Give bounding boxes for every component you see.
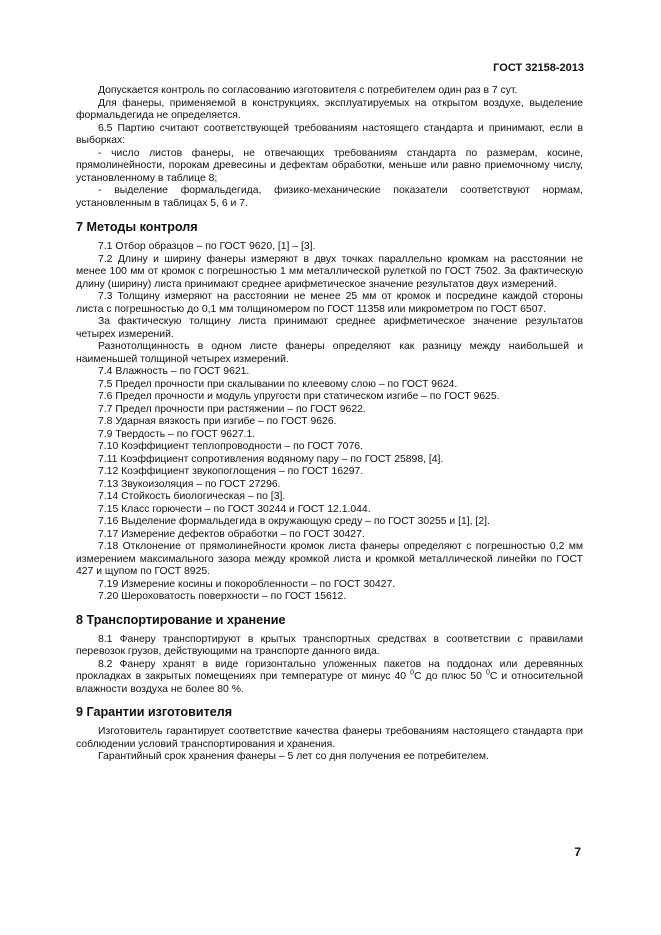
intro-paragraph: Для фанеры, применяемой в конструкциях, эксплуатируемых на открытом воздухе, выделение формальдегида не определяется. xyxy=(76,97,583,121)
clause-7-7: 7.7 Предел прочности при растяжении – по ГОСТ 9622. xyxy=(98,403,366,415)
clause-7-15: 7.15 Класс горючести – по ГОСТ 30244 и ГОСТ 12.1.044. xyxy=(98,503,371,515)
clause-7-16: 7.16 Выделение формальдегида в окружающую среду – по ГОСТ 30255 и [1], [2]. xyxy=(98,516,490,527)
clause-7-3-note: Разнотолщинность в одном листе фанеры определяют как разницу между наибольшей и наименьшей толщиной четырех измерений. xyxy=(76,341,583,365)
clause-7-13: 7.13 Звукоизоляция – по ГОСТ 27296. xyxy=(98,478,281,490)
clause-7-10: 7.10 Коэффициент теплопроводности – по ГОСТ 7076. xyxy=(98,441,363,452)
clause-8-1: 8.1 Фанеру транспортируют в крытых транспортных средствах в соответствии с правилами перевозок грузов, действующими на транспорте данного вида. xyxy=(76,633,583,657)
clause-7-4: 7.4 Влажность – по ГОСТ 9621. xyxy=(98,366,250,377)
list-item: - число листов фанеры, не отвечающих требованиям стандарта по размерам, косине, прямолинейности, порокам древесины и дефектам обработки, меньше или равно приемочному числу, установленному в таблице 8; xyxy=(76,147,583,184)
section-9-heading: 9 Гарантии изготовителя xyxy=(76,705,233,719)
section-8-heading: 8 Транспортирование и хранение xyxy=(76,612,286,627)
clause-7-17: 7.17 Измерение дефектов обработки – по ГОСТ 30427. xyxy=(98,528,365,540)
clause-7-2: 7.2 Длину и ширину фанеры измеряют в двух точках параллельно кромкам на расстоянии не менее 100 мм от кромок с погрешностью 1 мм металлической рулеткой по ГОСТ 7502. За фактическую длину (ширину) листа принимают среднее арифметическое значение результатов двух измерений. xyxy=(76,253,583,290)
clause-7-11: 7.11 Коэффициент сопротивления водяному пару – по ГОСТ 25898, [4]. xyxy=(98,453,444,465)
clause-9-paragraph: Изготовитель гарантирует соответствие качества фанеры требованиям настоящего стандарта при соблюдении условий транспортирования и хранения. xyxy=(76,726,583,750)
document-body xyxy=(76,85,583,764)
intro-paragraph: Допускается контроль по согласованию изготовителя с потребителем один раз в 7 сут. xyxy=(98,85,518,96)
clause-7-6: 7.6 Предел прочности и модуль упругости при статическом изгибе – по ГОСТ 9625. xyxy=(98,391,500,402)
section-7-heading: 7 Методы контроля xyxy=(76,220,198,234)
clause-6-5: 6.5 Партию считают соответствующей требованиям настоящего стандарта и принимают, если в выборках: xyxy=(76,122,583,146)
list-item: - выделение формальдегида, физико-механические показатели соответствуют нормам, установленным в таблицах 5, 6 и 7. xyxy=(76,185,583,209)
clause-7-14: 7.14 Стойкость биологическая – по [3]. xyxy=(98,491,286,502)
clause-7-3: 7.3 Толщину измеряют на расстоянии не менее 25 мм от кромок и посредине каждой стороны листа с погрешностью до 0,1 мм толщиномером по ГОСТ 11358 или микрометром по ГОСТ 6507. xyxy=(76,291,583,315)
clause-7-1: 7.1 Отбор образцов – по ГОСТ 9620, [1] – [3]. xyxy=(98,241,316,252)
clause-7-3-note: За фактическую толщину листа принимают среднее арифметическое значение результатов четырех измерений. xyxy=(76,316,583,340)
clause-7-20: 7.20 Шероховатость поверхности – по ГОСТ 15612. xyxy=(98,591,347,602)
clause-7-18: 7.18 Отклонение от прямолинейности кромок листа фанеры определяют с погрешностью 0,2 мм измерением максимального зазора между кромкой листа и кромкой металлической линейки по ГОСТ 427 и щупом по ГОСТ 8925. xyxy=(76,541,583,577)
clause-7-19: 7.19 Измерение косины и покоробленности – по ГОСТ 30427. xyxy=(98,578,396,590)
clause-list xyxy=(76,366,583,541)
clause-7-8: 7.8 Ударная вязкость при изгибе – по ГОСТ 9626. xyxy=(98,416,337,427)
clause-7-12: 7.12 Коэффициент звукопоглощения – по ГОСТ 16297. xyxy=(98,466,364,477)
clause-7-9: 7.9 Твердость – по ГОСТ 9627.1. xyxy=(98,428,256,440)
clause-8-2: 8.2 Фанеру хранят в виде горизонтально уложенных пакетов на поддонах или деревянных прокладках в закрытых помещениях при температуре от минус 40 $^0$С до плюс 50 $^0$С и относительной влажности воздуха не более 80 %. xyxy=(76,658,584,695)
page-number: 7 xyxy=(574,845,581,859)
clause-9-paragraph: Гарантийный срок хранения фанеры – 5 лет со дня получения ее потребителем. xyxy=(98,751,489,762)
document-code: ГОСТ 32158-2013 xyxy=(493,62,584,74)
clause-7-5: 7.5 Предел прочности при скалывании по клеевому слою – по ГОСТ 9624. xyxy=(98,378,458,390)
